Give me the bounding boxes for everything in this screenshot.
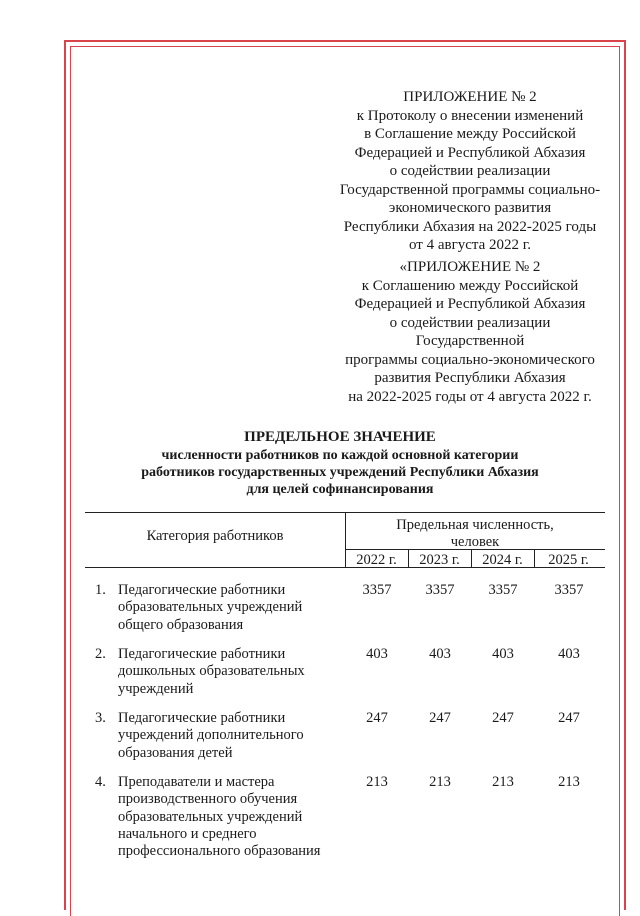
row-number: 1.	[95, 582, 106, 598]
row-category-line: Преподаватели и мастера	[118, 774, 275, 790]
appendix-protocol-line: в Соглашение между Российской	[364, 126, 576, 142]
row-value-2023: 213	[429, 774, 451, 790]
header-year: 2024 г.	[482, 552, 523, 568]
row-value-2022: 247	[366, 710, 388, 726]
row-category-line: общего образования	[118, 616, 244, 633]
row-value-2023: 403	[429, 646, 451, 662]
row-value-2024: 403	[492, 646, 514, 662]
row-category-line: начального и среднего	[118, 825, 257, 842]
appendix-agreement-line: к Соглашению между Российской	[361, 277, 579, 294]
appendix-agreement-line: программы социально-экономического	[345, 351, 595, 368]
row-category-line: Педагогические работники	[118, 710, 286, 726]
row-value-2023: 3357	[425, 582, 455, 598]
row-value-2022: 3357	[362, 582, 392, 598]
document-title: ПРЕДЕЛЬНОЕ ЗНАЧЕНИЕ	[244, 429, 436, 445]
subtitle-line: численности работников по каждой основной категории	[161, 448, 519, 463]
subtitle-line: работников государственных учреждений Республики Абхазия	[141, 465, 539, 480]
row-category	[118, 774, 353, 860]
appendix-agreement-line: Государственной	[415, 333, 525, 349]
row-category	[118, 646, 353, 698]
appendix-protocol-line: от 4 августа 2022 г.	[408, 237, 531, 253]
row-number: 3.	[95, 710, 106, 726]
row-value-2023: 247	[429, 710, 451, 726]
document-title-block	[80, 428, 600, 498]
row-value-2025: 403	[558, 646, 580, 662]
appendix-protocol-line: Федерацией и Республикой Абхазия	[354, 144, 586, 161]
row-category-line: образовательных учреждений	[118, 808, 303, 825]
row-category	[118, 582, 353, 634]
row-value-2022: 403	[366, 646, 388, 662]
header-year: 2023 г.	[419, 552, 460, 568]
appendix-protocol-line: Государственной программы социально-	[339, 181, 601, 198]
appendix-protocol-line: к Протоколу о внесении изменений	[356, 107, 584, 124]
appendix-agreement-block	[320, 258, 620, 406]
row-value-2024: 247	[492, 710, 514, 726]
header-year: 2022 г.	[356, 552, 397, 568]
appendix-protocol-line: о содействии реализации	[389, 163, 551, 179]
row-value-2025: 213	[558, 774, 580, 790]
appendix-agreement-line: «ПРИЛОЖЕНИЕ № 2	[399, 259, 541, 275]
appendix-protocol-line: экономического развития	[388, 200, 552, 216]
header-limit	[345, 517, 605, 551]
row-category-line: производственного обучения	[118, 791, 298, 808]
row-category-line: учреждений	[118, 680, 194, 697]
row-value-2025: 3357	[554, 582, 584, 598]
row-number: 4.	[95, 774, 106, 790]
row-category-line: дошкольных образовательных	[118, 663, 305, 680]
row-value-2024: 213	[492, 774, 514, 790]
header-limit-line: Предельная численность,	[396, 517, 554, 533]
header-year: 2025 г.	[548, 552, 589, 568]
row-value-2022: 213	[366, 774, 388, 790]
appendix-protocol-line: ПРИЛОЖЕНИЕ № 2	[403, 89, 537, 105]
appendix-agreement-line: развития Республики Абхазия	[374, 370, 566, 386]
row-category-line: Педагогические работники	[118, 582, 286, 598]
row-category-line: Педагогические работники	[118, 646, 286, 662]
row-category-line: образования детей	[118, 744, 233, 761]
row-category-line: образовательных учреждений	[118, 599, 303, 616]
header-limit-line: человек	[450, 534, 500, 550]
document-subtitle	[80, 447, 600, 498]
header-category: Категория работников	[146, 528, 284, 544]
row-category-line: учреждений дополнительного	[118, 727, 304, 744]
appendix-protocol-line: Республики Абхазия на 2022-2025 годы	[343, 218, 597, 235]
appendix-agreement-line: Федерацией и Республикой Абхазия	[354, 296, 586, 312]
appendix-agreement-line: на 2022-2025 годы от 4 августа 2022 г.	[348, 388, 592, 405]
subtitle-line: для целей софинансирования	[246, 482, 434, 497]
appendix-agreement-line: о содействии реализации	[389, 314, 551, 331]
appendix-protocol-block	[320, 88, 620, 255]
row-category	[118, 710, 353, 762]
row-category-line: профессионального образования	[118, 843, 321, 860]
row-value-2024: 3357	[488, 582, 518, 598]
row-value-2025: 247	[558, 710, 580, 726]
year-divider	[534, 549, 535, 567]
row-number: 2.	[95, 646, 106, 662]
